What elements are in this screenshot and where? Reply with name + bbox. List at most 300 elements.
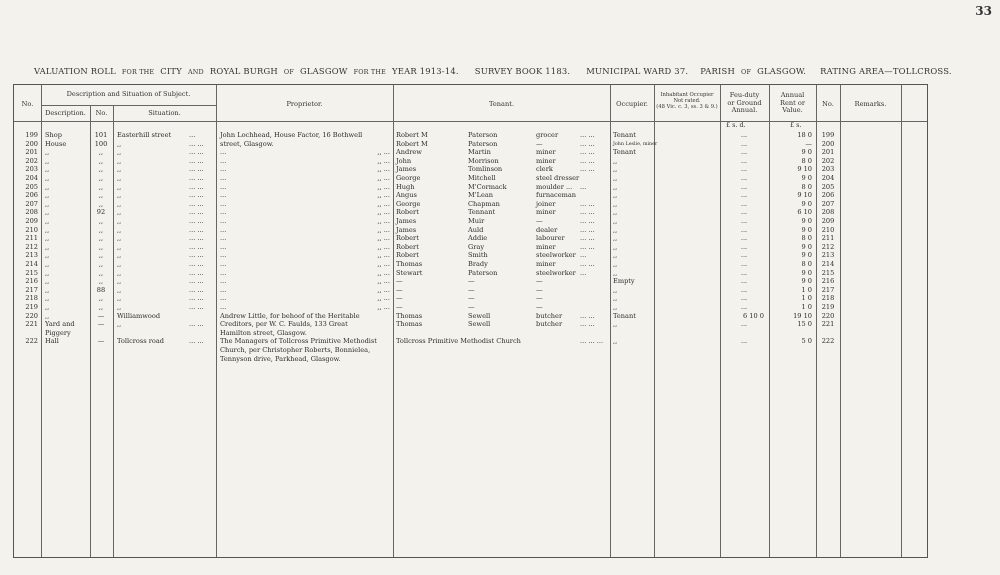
cell-sit: ,, bbox=[117, 139, 122, 148]
cell-occ: steelworker bbox=[536, 268, 576, 277]
valuation-ledger bbox=[13, 84, 928, 558]
cell-od: ... ... bbox=[580, 225, 595, 234]
cell-desc: Hall bbox=[45, 337, 59, 346]
cell-od: ... bbox=[580, 251, 587, 260]
cell-prop: ... bbox=[220, 234, 227, 243]
cell-prop: ... bbox=[220, 251, 227, 260]
cell-occupier: ,, bbox=[613, 337, 618, 346]
cell-rent: 15 0 bbox=[797, 320, 812, 329]
cell-desc: ,, bbox=[45, 311, 50, 320]
cell-no2: 216 bbox=[821, 277, 835, 286]
header-feu-line: Feu-duty bbox=[729, 91, 760, 99]
cell-num: 88 bbox=[96, 285, 106, 294]
cell-od: ... bbox=[580, 182, 587, 191]
cell-tl: Chapman bbox=[468, 199, 500, 208]
cell-no2: 210 bbox=[821, 225, 835, 234]
cell-od: ... ... ... bbox=[580, 337, 604, 346]
cell-occupier: ,, bbox=[613, 182, 618, 191]
cell-occ: — bbox=[536, 294, 543, 303]
cell-occ: miner bbox=[536, 148, 556, 157]
cell-num: ,, bbox=[98, 182, 104, 191]
cell-no2: 220 bbox=[821, 311, 835, 320]
cell-rent: 8 0 bbox=[801, 156, 812, 165]
header-occupier: Occupier. bbox=[616, 100, 648, 108]
cell-prop: Andrew Little, for behoof of the Heritable bbox=[220, 311, 360, 320]
cell-sit: ,, bbox=[117, 242, 122, 251]
cell-no2: 200 bbox=[821, 139, 835, 148]
cell-prop: ... bbox=[220, 174, 227, 182]
cell-tl: Paterson bbox=[468, 131, 498, 139]
cell-occ: butcher bbox=[536, 320, 563, 329]
cell-rent: 8 0 bbox=[801, 234, 812, 243]
cell-od: ... ... bbox=[580, 131, 595, 139]
cell-desc: ,, bbox=[45, 217, 50, 225]
cell-fd: ... bbox=[740, 208, 748, 217]
cell-no: 210 bbox=[25, 225, 38, 234]
cell-occupier: ,, bbox=[613, 199, 618, 208]
cell-occ: — bbox=[536, 285, 543, 294]
header-situation: Situation. bbox=[148, 109, 181, 117]
cell-sit: ,, bbox=[117, 208, 122, 217]
cell-fd: ... bbox=[740, 251, 748, 260]
header-annual-rent bbox=[769, 92, 816, 115]
feu-units: £ s. d. bbox=[726, 121, 746, 129]
cell-sit: ,, bbox=[117, 165, 122, 174]
cell-tf: Robert M bbox=[396, 139, 428, 148]
cell-dots: ... ... bbox=[189, 234, 204, 243]
header-remarks: Remarks. bbox=[854, 100, 887, 108]
cell-desc: ,, bbox=[45, 251, 50, 260]
cell-desc: ,, bbox=[45, 174, 50, 182]
cell-num: ,, bbox=[98, 165, 104, 174]
cell-rent: 9 0 bbox=[801, 268, 812, 277]
cell-sit: ,, bbox=[117, 277, 122, 286]
cell-no2: 205 bbox=[821, 182, 835, 191]
header-inhabitant-line: Not rated. bbox=[673, 98, 701, 104]
cell-od: ... ... bbox=[580, 217, 595, 225]
cell-tf: Robert bbox=[396, 208, 419, 217]
cell-occupier: ,, bbox=[613, 234, 618, 243]
cell-rent: 1 0 bbox=[801, 303, 812, 311]
cell-od: ... bbox=[580, 268, 587, 277]
cell-num: ,, bbox=[98, 242, 104, 251]
cell-tl: Muir bbox=[468, 217, 485, 225]
cell-pd: ,, ... bbox=[377, 260, 390, 268]
cell-sit: ,, bbox=[117, 234, 122, 243]
title-part: FOR THE bbox=[353, 68, 387, 76]
cell-tl: — bbox=[468, 285, 475, 294]
cell-sit: ,, bbox=[117, 260, 122, 268]
cell-desc: ,, bbox=[45, 199, 50, 208]
cell-prop: ... bbox=[220, 165, 227, 174]
cell-dots: ... ... bbox=[189, 268, 204, 277]
cell-prop: ... bbox=[220, 303, 227, 311]
cell-occ: grocer bbox=[536, 131, 559, 139]
cell-occ: — bbox=[536, 303, 543, 311]
title-part: GLASGOW bbox=[300, 66, 348, 76]
cell-occupier: John Leslie, miner bbox=[613, 141, 658, 147]
cell-desc: Shop bbox=[45, 131, 62, 139]
cell-no2: 201 bbox=[821, 148, 835, 157]
cell-fd: ... bbox=[740, 182, 748, 191]
cell-fd: ... bbox=[740, 277, 748, 286]
cell-occ: moulder ... bbox=[536, 182, 573, 191]
cell-od: ... ... bbox=[580, 311, 595, 320]
cell-occupier: ,, bbox=[613, 165, 618, 174]
cell-fd: ... bbox=[740, 320, 748, 329]
cell-desc: Piggery bbox=[45, 328, 71, 337]
cell-occupier: Tenant bbox=[613, 131, 636, 139]
title-part: FOR THE bbox=[121, 68, 155, 76]
title-part: VALUATION ROLL bbox=[34, 66, 116, 76]
cell-tf: Robert bbox=[396, 242, 419, 251]
cell-desc: ,, bbox=[45, 242, 50, 251]
cell-pd: ,, ... bbox=[377, 294, 390, 303]
cell-tl: Martin bbox=[468, 148, 491, 157]
cell-fd: ... bbox=[740, 303, 748, 311]
cell-pd: ,, ... bbox=[377, 208, 390, 217]
cell-rent: 9 10 bbox=[797, 191, 812, 200]
title-part: CITY bbox=[160, 66, 182, 76]
cell-occupier: ,, bbox=[613, 320, 618, 329]
cell-tl: Smith bbox=[468, 251, 488, 260]
cell-rent: 9 0 bbox=[801, 251, 812, 260]
cell-num: ,, bbox=[98, 217, 104, 225]
cell-prop: ... bbox=[220, 199, 227, 208]
cell-no: 219 bbox=[25, 303, 38, 311]
cell-occ: miner bbox=[536, 260, 556, 268]
cell-od: ... ... bbox=[580, 139, 595, 148]
cell-pd: ,, ... bbox=[377, 277, 390, 286]
cell-occ: dealer bbox=[536, 225, 558, 234]
cell-pd: ,, ... bbox=[377, 285, 390, 294]
cell-dots: ... ... bbox=[189, 199, 204, 208]
cell-tl: Paterson bbox=[468, 268, 498, 277]
cell-pd: ,, ... bbox=[377, 165, 390, 174]
cell-occ: steel dresser bbox=[536, 174, 580, 182]
cell-occupier: ,, bbox=[613, 303, 618, 311]
cell-pd: ,, ... bbox=[377, 217, 390, 225]
cell-pd: ,, ... bbox=[377, 174, 390, 182]
cell-dots: ... ... bbox=[189, 242, 204, 251]
header-inhabitant bbox=[654, 92, 720, 110]
cell-occupier: ,, bbox=[613, 285, 618, 294]
cell-tf: James bbox=[396, 217, 417, 225]
cell-dots: ... ... bbox=[189, 174, 204, 182]
cell-no2: 219 bbox=[821, 303, 835, 311]
cell-prop: ... bbox=[220, 156, 227, 165]
cell-sit: ,, bbox=[117, 225, 122, 234]
cell-occupier: ,, bbox=[613, 260, 618, 268]
cell-rent: 1 0 bbox=[801, 285, 812, 294]
cell-occ: — bbox=[536, 139, 543, 148]
cell-sit: ,, bbox=[117, 174, 122, 182]
cell-sit: ,, bbox=[117, 320, 122, 329]
cell-no: 213 bbox=[25, 251, 38, 260]
cell-prop: ... bbox=[220, 277, 227, 286]
cell-rent: 5 0 bbox=[801, 337, 812, 346]
cell-no2: 211 bbox=[821, 234, 835, 243]
cell-tl: — bbox=[468, 294, 475, 303]
cell-fd: ... bbox=[740, 225, 748, 234]
cell-desc: ,, bbox=[45, 294, 50, 303]
cell-num: ,, bbox=[98, 174, 104, 182]
title-part: YEAR 1913-14. bbox=[392, 66, 459, 76]
cell-no: 203 bbox=[25, 165, 38, 174]
cell-dots: ... ... bbox=[189, 294, 204, 303]
cell-fd: ... bbox=[740, 260, 748, 268]
cell-desc: Yard and bbox=[45, 320, 75, 329]
cell-no: 222 bbox=[25, 337, 38, 346]
cell-pd: ,, ... bbox=[377, 199, 390, 208]
cell-occupier: ,, bbox=[613, 156, 618, 165]
cell-fd: ... bbox=[740, 337, 748, 346]
cell-no2: 203 bbox=[821, 165, 835, 174]
cell-tl: Gray bbox=[468, 242, 485, 251]
cell-rent: 9 0 bbox=[801, 174, 812, 182]
cell-num: 92 bbox=[96, 208, 106, 217]
cell-occupier: ,, bbox=[613, 294, 618, 303]
cell-pd: ,, ... bbox=[377, 251, 390, 260]
cell-dots: ... ... bbox=[189, 208, 204, 217]
cell-num: ,, bbox=[98, 199, 104, 208]
title-part: OF bbox=[283, 68, 294, 76]
cell-num: — bbox=[97, 311, 105, 320]
cell-tl: Tomlinson bbox=[468, 165, 503, 174]
cell-no: 217 bbox=[25, 285, 38, 294]
cell-desc: ,, bbox=[45, 165, 50, 174]
cell-rent: 9 0 bbox=[801, 277, 812, 286]
cell-od: ... ... bbox=[580, 148, 595, 157]
cell-occ: miner bbox=[536, 242, 556, 251]
cell-dots: ... ... bbox=[189, 320, 204, 329]
cell-prop: ... bbox=[220, 268, 227, 277]
cell-tf: John bbox=[396, 156, 412, 165]
cell-fd: ... bbox=[740, 139, 748, 148]
cell-occ: joiner bbox=[536, 199, 556, 208]
cell-tf: Thomas bbox=[396, 320, 423, 329]
cell-no2: 204 bbox=[821, 174, 835, 182]
cell-no: 214 bbox=[25, 260, 38, 268]
cell-tf: Thomas bbox=[396, 260, 423, 268]
cell-num: 100 bbox=[94, 139, 108, 148]
cell-no2: 212 bbox=[821, 242, 835, 251]
cell-od: ... ... bbox=[580, 165, 595, 174]
cell-no2: 199 bbox=[821, 131, 835, 139]
header-tenant: Tenant. bbox=[489, 100, 514, 108]
cell-occupier: ,, bbox=[613, 174, 618, 182]
header-rent-line: Annual bbox=[780, 91, 805, 99]
cell-occupier: ,, bbox=[613, 217, 618, 225]
cell-pd: ,, ... bbox=[377, 234, 390, 243]
cell-no: 200 bbox=[25, 139, 38, 148]
title-part: SURVEY BOOK 1183. bbox=[474, 66, 571, 76]
header-rent-line: Value. bbox=[782, 106, 803, 114]
cell-od: ... ... bbox=[580, 208, 595, 217]
cell-prop: John Lochhead, House Factor, 16 Bothwell bbox=[220, 131, 363, 139]
cell-od: ... ... bbox=[580, 242, 595, 251]
cell-fd: ... bbox=[740, 174, 748, 182]
cell-fd: ... bbox=[740, 156, 748, 165]
cell-sit: ,, bbox=[117, 303, 122, 311]
cell-pd: ,, ... bbox=[377, 242, 390, 251]
cell-tl: Addie bbox=[468, 234, 488, 243]
cell-tl: Mitchell bbox=[468, 174, 496, 182]
cell-od: ... ... bbox=[580, 199, 595, 208]
cell-tf: James bbox=[396, 225, 417, 234]
cell-tf: Thomas bbox=[396, 311, 423, 320]
cell-desc: ,, bbox=[45, 148, 50, 157]
cell-pd: ,, ... bbox=[377, 148, 390, 157]
cell-prop: Hamilton street, Glasgow. bbox=[220, 328, 307, 337]
cell-occupier: ,, bbox=[613, 225, 618, 234]
cell-pd: ,, ... bbox=[377, 156, 390, 165]
cell-prop: ... bbox=[220, 148, 227, 157]
cell-tl: Paterson bbox=[468, 139, 498, 148]
cell-rent: 6 10 bbox=[797, 208, 812, 217]
cell-sit: ,, bbox=[117, 148, 122, 157]
cell-occupier: Tenant bbox=[613, 311, 636, 320]
cell-sit: ,, bbox=[117, 251, 122, 260]
cell-tf: — bbox=[396, 303, 403, 311]
cell-no: 207 bbox=[25, 199, 38, 208]
cell-dots: ... ... bbox=[189, 260, 204, 268]
cell-rent: 9 0 bbox=[801, 148, 812, 157]
header-feu-line: or Ground bbox=[727, 98, 762, 107]
cell-num: ,, bbox=[98, 191, 104, 200]
roll-title bbox=[34, 66, 964, 76]
cell-no2: 221 bbox=[821, 320, 835, 329]
cell-rent: 8 0 bbox=[801, 260, 812, 268]
cell-occ: labourer bbox=[536, 234, 565, 243]
header-description: Description. bbox=[45, 109, 86, 117]
cell-prop: ... bbox=[220, 242, 227, 251]
cell-occ: miner bbox=[536, 208, 556, 217]
title-part: AND bbox=[187, 68, 204, 76]
cell-tl: — bbox=[468, 303, 475, 311]
cell-sit: ,, bbox=[117, 199, 122, 208]
cell-num: ,, bbox=[98, 156, 104, 165]
cell-tf: Robert M bbox=[396, 131, 428, 139]
cell-tl: Morrison bbox=[468, 156, 499, 165]
title-part: RATING AREA—TOLLCROSS. bbox=[820, 66, 952, 76]
cell-prop: Creditors, per W. C. Faulds, 133 Great bbox=[220, 320, 348, 329]
cell-sit: Easterhill street bbox=[117, 131, 172, 139]
cell-dots: ... ... bbox=[189, 337, 204, 346]
cell-tl: Sewell bbox=[468, 320, 491, 329]
cell-dots: ... bbox=[189, 131, 196, 139]
cell-tf: Tollcross Primitive Methodist Church bbox=[396, 337, 521, 346]
cell-occupier: ,, bbox=[613, 208, 618, 217]
cell-fd: ... bbox=[740, 165, 748, 174]
cell-prop: Tennyson drive, Parkhead, Glasgow. bbox=[220, 354, 341, 363]
cell-fd: ... bbox=[740, 242, 748, 251]
cell-num: ,, bbox=[98, 268, 104, 277]
table-row bbox=[14, 355, 927, 364]
rent-units: £ s. bbox=[790, 121, 802, 129]
cell-no: 205 bbox=[25, 182, 38, 191]
cell-tf: Andrew bbox=[396, 148, 422, 157]
cell-tf: Hugh bbox=[396, 182, 415, 191]
cell-num: — bbox=[97, 337, 105, 346]
cell-od: ... ... bbox=[580, 320, 595, 329]
cell-prop: ... bbox=[220, 294, 227, 303]
cell-occupier: ,, bbox=[613, 242, 618, 251]
cell-occ: butcher bbox=[536, 311, 563, 320]
page-number: 33 bbox=[975, 4, 992, 18]
cell-tf: — bbox=[396, 277, 403, 286]
header-proprietor: Proprietor. bbox=[286, 100, 323, 108]
cell-prop: ... bbox=[220, 285, 227, 294]
header-no: No. bbox=[21, 100, 34, 108]
cell-prop: ... bbox=[220, 191, 227, 200]
header-inhabitant-line: Inhabitant Occupier bbox=[660, 92, 714, 98]
cell-tl: Tennant bbox=[468, 208, 496, 217]
cell-dots: ... ... bbox=[189, 148, 204, 157]
cell-dots: ... ... bbox=[189, 165, 204, 174]
cell-dots: ... ... bbox=[189, 225, 204, 234]
cell-fd: ... bbox=[740, 285, 748, 294]
cell-fd: ... bbox=[740, 131, 748, 139]
cell-dots: ... ... bbox=[189, 277, 204, 286]
cell-rent: 9 0 bbox=[801, 242, 812, 251]
cell-sit: ,, bbox=[117, 285, 122, 294]
cell-no2: 214 bbox=[821, 260, 835, 268]
header-desc-group: Description and Situation of Subject. bbox=[66, 90, 191, 98]
cell-dots: ... ... bbox=[189, 303, 204, 311]
cell-no: 215 bbox=[25, 268, 38, 277]
cell-dots: ... ... bbox=[189, 217, 204, 225]
cell-pd: ,, ... bbox=[377, 225, 390, 234]
cell-rent: 8 0 bbox=[801, 182, 812, 191]
cell-sit: ,, bbox=[117, 217, 122, 225]
cell-fd: ... bbox=[740, 234, 748, 243]
cell-num: ,, bbox=[98, 303, 104, 311]
cell-prop: The Managers of Tollcross Primitive Methodist bbox=[220, 337, 377, 346]
cell-num: ,, bbox=[98, 277, 104, 286]
cell-desc: ,, bbox=[45, 156, 50, 165]
title-part: ROYAL BURGH bbox=[209, 66, 278, 76]
cell-occupier: ,, bbox=[613, 251, 618, 260]
cell-no: 212 bbox=[25, 242, 38, 251]
cell-sit: ,, bbox=[117, 294, 122, 303]
cell-fd: ... bbox=[740, 191, 748, 200]
cell-no: 216 bbox=[25, 277, 38, 286]
cell-pd: ,, ... bbox=[377, 268, 390, 277]
cell-no2: 222 bbox=[821, 337, 835, 346]
cell-tf: Robert bbox=[396, 234, 419, 243]
cell-prop: ... bbox=[220, 208, 227, 217]
cell-num: — bbox=[97, 320, 105, 329]
title-part: MUNICIPAL WARD 37. bbox=[586, 66, 689, 76]
cell-occupier: ,, bbox=[613, 268, 618, 277]
cell-tl: Brady bbox=[468, 260, 488, 268]
cell-no: 206 bbox=[25, 191, 38, 200]
cell-prop: ... bbox=[220, 182, 227, 191]
cell-fd: ... bbox=[740, 217, 748, 225]
cell-occ: — bbox=[536, 217, 543, 225]
cell-no2: 208 bbox=[821, 208, 835, 217]
cell-desc: ,, bbox=[45, 268, 50, 277]
header-inhabitant-line: (48 Vic. c. 3, ss. 3 & 9.) bbox=[656, 104, 718, 110]
cell-pd: ,, ... bbox=[377, 182, 390, 191]
cell-desc: ,, bbox=[45, 191, 50, 200]
cell-tf: George bbox=[396, 174, 421, 182]
cell-tl: M'Lean bbox=[468, 191, 494, 200]
cell-dots: ... ... bbox=[189, 156, 204, 165]
cell-od: ... ... bbox=[580, 156, 595, 165]
cell-sit: Williamwood bbox=[117, 311, 161, 320]
